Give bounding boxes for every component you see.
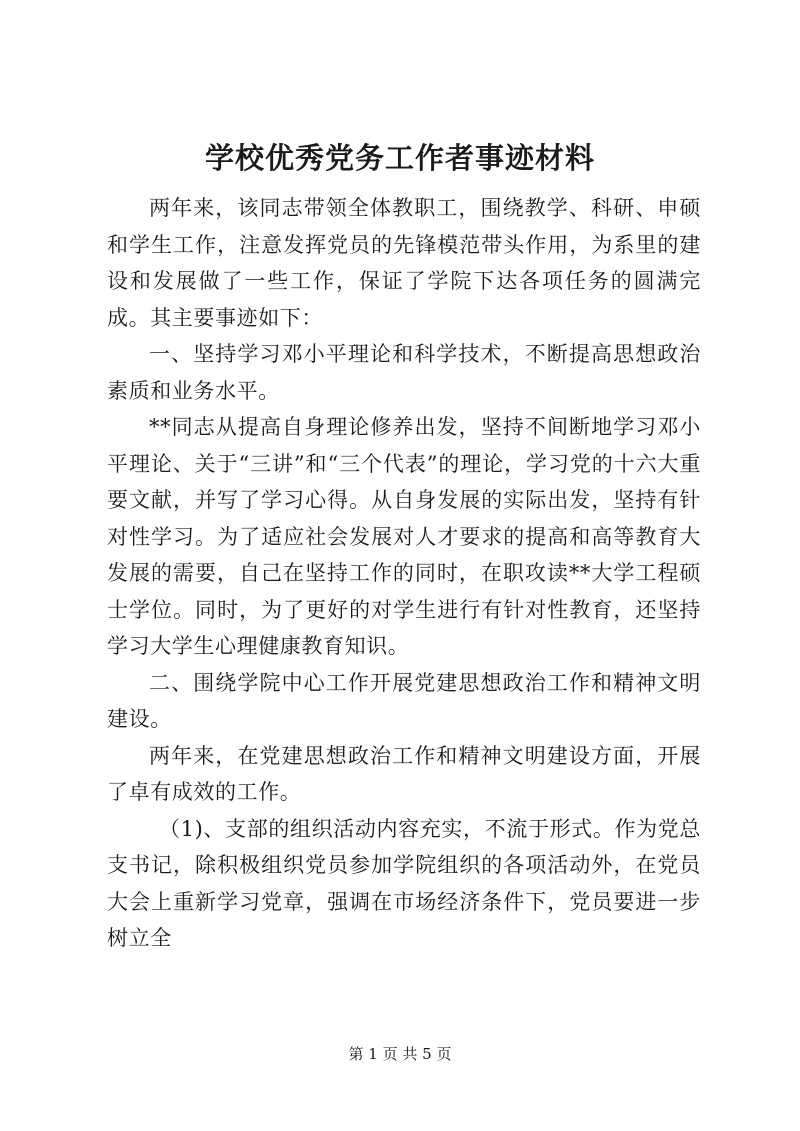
paragraph-intro: 两年来，该同志带领全体教职工，围绕教学、科研、申硕和学生工作，注意发挥党员的先锋模范带头作用，为系里的建设和发展做了一些工作，保证了学院下达各项任务的圆满完成。其主要事迹如下： (107, 196, 701, 330)
paragraph-party-work: 两年来，在党建思想政治工作和精神文明建设方面，开展了卓有成效的工作。 (107, 743, 701, 804)
paragraph-heading-2: 二、围绕学院中心工作开展党建思想政治工作和精神文明建设。 (107, 670, 701, 731)
page-number-footer: 第 1 页 共 5 页 (348, 1045, 452, 1063)
paragraph-heading-1: 一、坚持学习邓小平理论和科学技术，不断提高思想政治素质和业务水平。 (107, 342, 701, 403)
paragraph-item-1: （1)、支部的组织活动内容充实，不流于形式。作为党总支书记，除积极组织党员参加学院组织的各项活动外，在党员大会上重新学习党章，强调在市场经济条件下，党员要进一步树立全 (107, 816, 701, 950)
paragraph-study: **同志从提高自身理论修养出发，坚持不间断地学习邓小平理论、关于“三讲”和“三个代表”的理论，学习党的十六大重要文献，并写了学习心得。从自身发展的实际出发，坚持有针对性学习。为了适应社会发展对人才要求的提高和高等教育大发展的需要，自己在坚持工作的同时，在职攻读**大学工程硕士学位。同时，为了更好的对学生进行有针对性教育，还坚持学习大学生心理健康教育知识。 (107, 415, 701, 658)
document-body (107, 190, 701, 957)
document-title: 学校优秀党务工作者事迹材料 (204, 141, 595, 175)
